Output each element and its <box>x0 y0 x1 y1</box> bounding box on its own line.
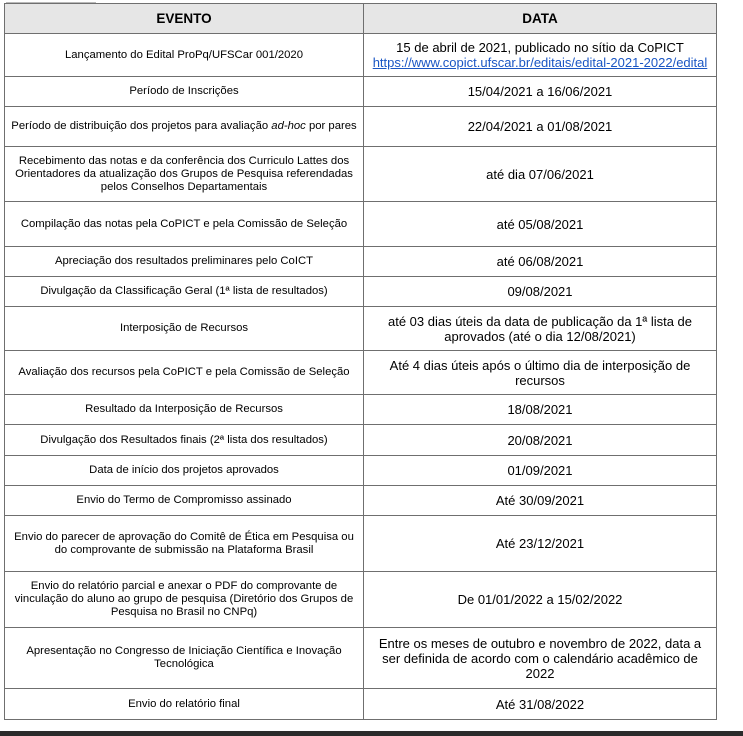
table-row <box>5 107 717 147</box>
table-row <box>5 147 717 202</box>
evento-cell: Compilação das notas pela CoPICT e pela Comissão de Seleção <box>5 202 364 247</box>
table-row <box>5 486 717 516</box>
evento-cell: Avaliação dos recursos pela CoPICT e pela Comissão de Seleção <box>5 351 364 395</box>
table-row <box>5 277 717 307</box>
evento-cell: Envio do parecer de aprovação do Comitê de Ética em Pesquisa ou do comprovante de submissão na Plataforma Brasil <box>5 516 364 572</box>
data-cell: até 03 dias úteis da data de publicação da 1ª lista de aprovados (até o dia 12/08/2021) <box>364 307 717 351</box>
evento-cell: Envio do relatório final <box>5 689 364 720</box>
schedule-table <box>4 3 717 720</box>
data-cell: 20/08/2021 <box>364 425 717 456</box>
evento-cell: Data de início dos projetos aprovados <box>5 456 364 486</box>
data-cell: De 01/01/2022 a 15/02/2022 <box>364 572 717 628</box>
table-row <box>5 689 717 720</box>
table-row <box>5 425 717 456</box>
data-cell <box>364 34 717 77</box>
evento-text: Período de distribuição dos projetos para avaliação <box>11 120 272 132</box>
data-cell: 15/04/2021 a 16/06/2021 <box>364 77 717 107</box>
data-cell: até 05/08/2021 <box>364 202 717 247</box>
evento-cell: Lançamento do Edital ProPq/UFSCar 001/2020 <box>5 34 364 77</box>
evento-text: por pares <box>305 120 357 132</box>
table-row <box>5 247 717 277</box>
data-cell: 22/04/2021 a 01/08/2021 <box>364 107 717 147</box>
evento-cell: Envio do Termo de Compromisso assinado <box>5 486 364 516</box>
data-cell: Até 31/08/2022 <box>364 689 717 720</box>
data-cell: Até 30/09/2021 <box>364 486 717 516</box>
data-cell: Até 23/12/2021 <box>364 516 717 572</box>
evento-cell: Divulgação da Classificação Geral (1ª lista de resultados) <box>5 277 364 307</box>
table-row <box>5 34 717 77</box>
table-row <box>5 307 717 351</box>
data-cell: 18/08/2021 <box>364 395 717 425</box>
evento-cell: Apresentação no Congresso de Iniciação Científica e Inovação Tecnológica <box>5 628 364 689</box>
table-row <box>5 516 717 572</box>
table-row <box>5 77 717 107</box>
data-cell: até 06/08/2021 <box>364 247 717 277</box>
data-cell: 01/09/2021 <box>364 456 717 486</box>
evento-cell: Período de Inscrições <box>5 77 364 107</box>
table-row <box>5 572 717 628</box>
data-cell: Entre os meses de outubro e novembro de 2022, data a ser definida de acordo com o calendário acadêmico de 2022 <box>364 628 717 689</box>
table-header-row <box>5 4 717 34</box>
header-evento: EVENTO <box>5 4 364 34</box>
evento-cell <box>5 107 364 147</box>
evento-cell: Divulgação dos Resultados finais (2ª lista dos resultados) <box>5 425 364 456</box>
table-row <box>5 395 717 425</box>
evento-cell: Recebimento das notas e da conferência dos Curriculo Lattes dos Orientadores da atualização dos Grupos de Pesquisa referendadas pelos Conselhos Departamentais <box>5 147 364 202</box>
evento-emphasis: ad-hoc <box>271 120 306 132</box>
evento-cell: Envio do relatório parcial e anexar o PDF do comprovante de vinculação do aluno ao grupo de pesquisa (Diretório dos Grupos de Pesquisa no Brasil no CNPq) <box>5 572 364 628</box>
evento-cell: Apreciação dos resultados preliminares pelo CoICT <box>5 247 364 277</box>
data-cell: até dia 07/06/2021 <box>364 147 717 202</box>
table-row <box>5 202 717 247</box>
header-data: DATA <box>364 4 717 34</box>
data-cell: 09/08/2021 <box>364 277 717 307</box>
evento-cell: Interposição de Recursos <box>5 307 364 351</box>
data-cell: Até 4 dias úteis após o último dia de interposição de recursos <box>364 351 717 395</box>
bottom-edge-bar <box>0 731 743 736</box>
table-row <box>5 628 717 689</box>
evento-cell: Resultado da Interposição de Recursos <box>5 395 364 425</box>
table-row <box>5 456 717 486</box>
data-text: 15 de abril de 2021, publicado no sítio da CoPICT <box>396 40 684 55</box>
table-row <box>5 351 717 395</box>
edital-link[interactable]: https://www.copict.ufscar.br/editais/edital-2021-2022/edital <box>372 55 708 70</box>
